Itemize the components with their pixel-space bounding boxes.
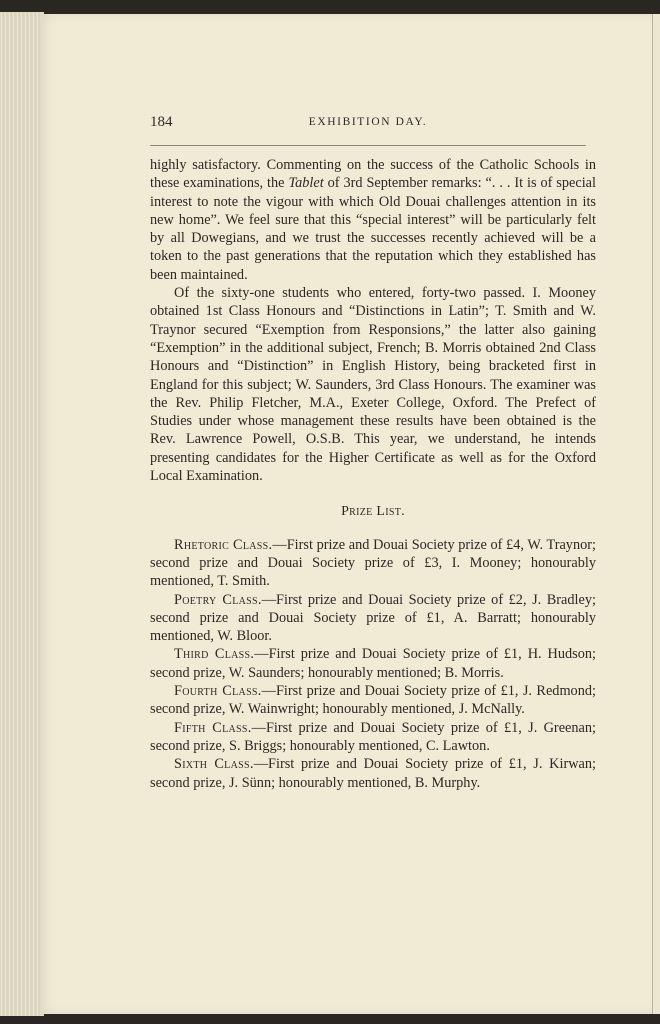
class-name: Fourth Class. (174, 683, 262, 700)
class-name: Fifth Class. (174, 719, 252, 736)
class-name: Third Class. (174, 646, 255, 663)
paragraph-1-text-b: of 3rd September remarks: “. . . It is of special interest to note the vigour with which Old Douai challenges attention in its new home”. We feel sure that this “special interest” will be particularly felt by all Dowegians, and we trust the successes recently achieved will be a token to the past generations that the reputation which they established has been maintained. (150, 175, 596, 283)
prize-entry-sixth (150, 755, 596, 792)
prize-text: —First prize and Douai Society prize of £1, H. Hudson; second prize, W. Saunders; honourably mentioned; B. Morris. (150, 646, 596, 681)
class-name: Rhetoric Class. (174, 536, 273, 553)
prize-list-heading: Prize List. (341, 504, 405, 520)
class-name: Poetry Class. (174, 591, 262, 608)
paragraph-exam-results: Of the sixty-one students who entered, forty-two passed. I. Mooney obtained 1st Class Honours and “Distinctions in Latin”; T. Smith and W. Traynor secured “Exemption from Responsions,” the latter also gaining “Exemption” in the additional subject, French; B. Morris obtained 2nd Class Honours and “Distinction” in English History, being bracketed first in England for this subject; W. Saunders, 3rd Class Honours. The examiner was the Rev. Philip Fletcher, M.A., Exeter College, Oxford. The Prefect of Studies under whose management these results have been obtained is the Rev. Lawrence Powell, O.S.B. This year, we understand, he intends presenting candidates for the Higher Certificate as well as for the Oxford Local Examination. (150, 285, 596, 485)
running-header (150, 114, 586, 134)
page-number: 184 (150, 114, 173, 130)
prize-entry-fifth (150, 719, 596, 756)
class-name: Sixth Class. (174, 756, 254, 773)
paragraph-continuation (150, 156, 596, 284)
prize-text: —First prize and Douai Society prize of £1, J. Redmond; second prize, W. Wainwright; honourably mentioned, J. McNally. (150, 683, 596, 718)
prize-entry-poetry (150, 591, 596, 646)
prize-entry-third (150, 645, 596, 682)
right-page-edge (652, 14, 660, 1014)
prize-text: —First prize and Douai Society prize of £2, J. Bradley; second prize and Douai Society prize of £1, A. Barratt; honourably mentioned, W. Bloor. (150, 591, 596, 645)
prize-entry-rhetoric (150, 536, 596, 591)
prize-text: —First prize and Douai Society prize of £1, J. Greenan; second prize, S. Briggs; honourably mentioned, C. Lawton. (150, 719, 597, 754)
prize-text: —First prize and Douai Society prize of £4, W. Traynor; second prize and Douai Society prize of £3, I. Mooney; honourably mentioned, T. Smith. (150, 536, 596, 590)
page-body (150, 156, 596, 792)
prize-entry-fourth (150, 682, 596, 719)
header-rule (150, 145, 586, 146)
book-page-edges (0, 12, 44, 1016)
prize-text: —First prize and Douai Society prize of £1, J. Kirwan; second prize, J. Sünn; honourably mentioned, B. Murphy. (150, 756, 596, 791)
paragraph-1-text-a: highly satisfactory. Commenting on the success of the Catholic Schools in these examinations, the (150, 157, 596, 192)
running-title: EXHIBITION DAY. (308, 116, 428, 128)
publication-title: Tablet (288, 175, 324, 192)
